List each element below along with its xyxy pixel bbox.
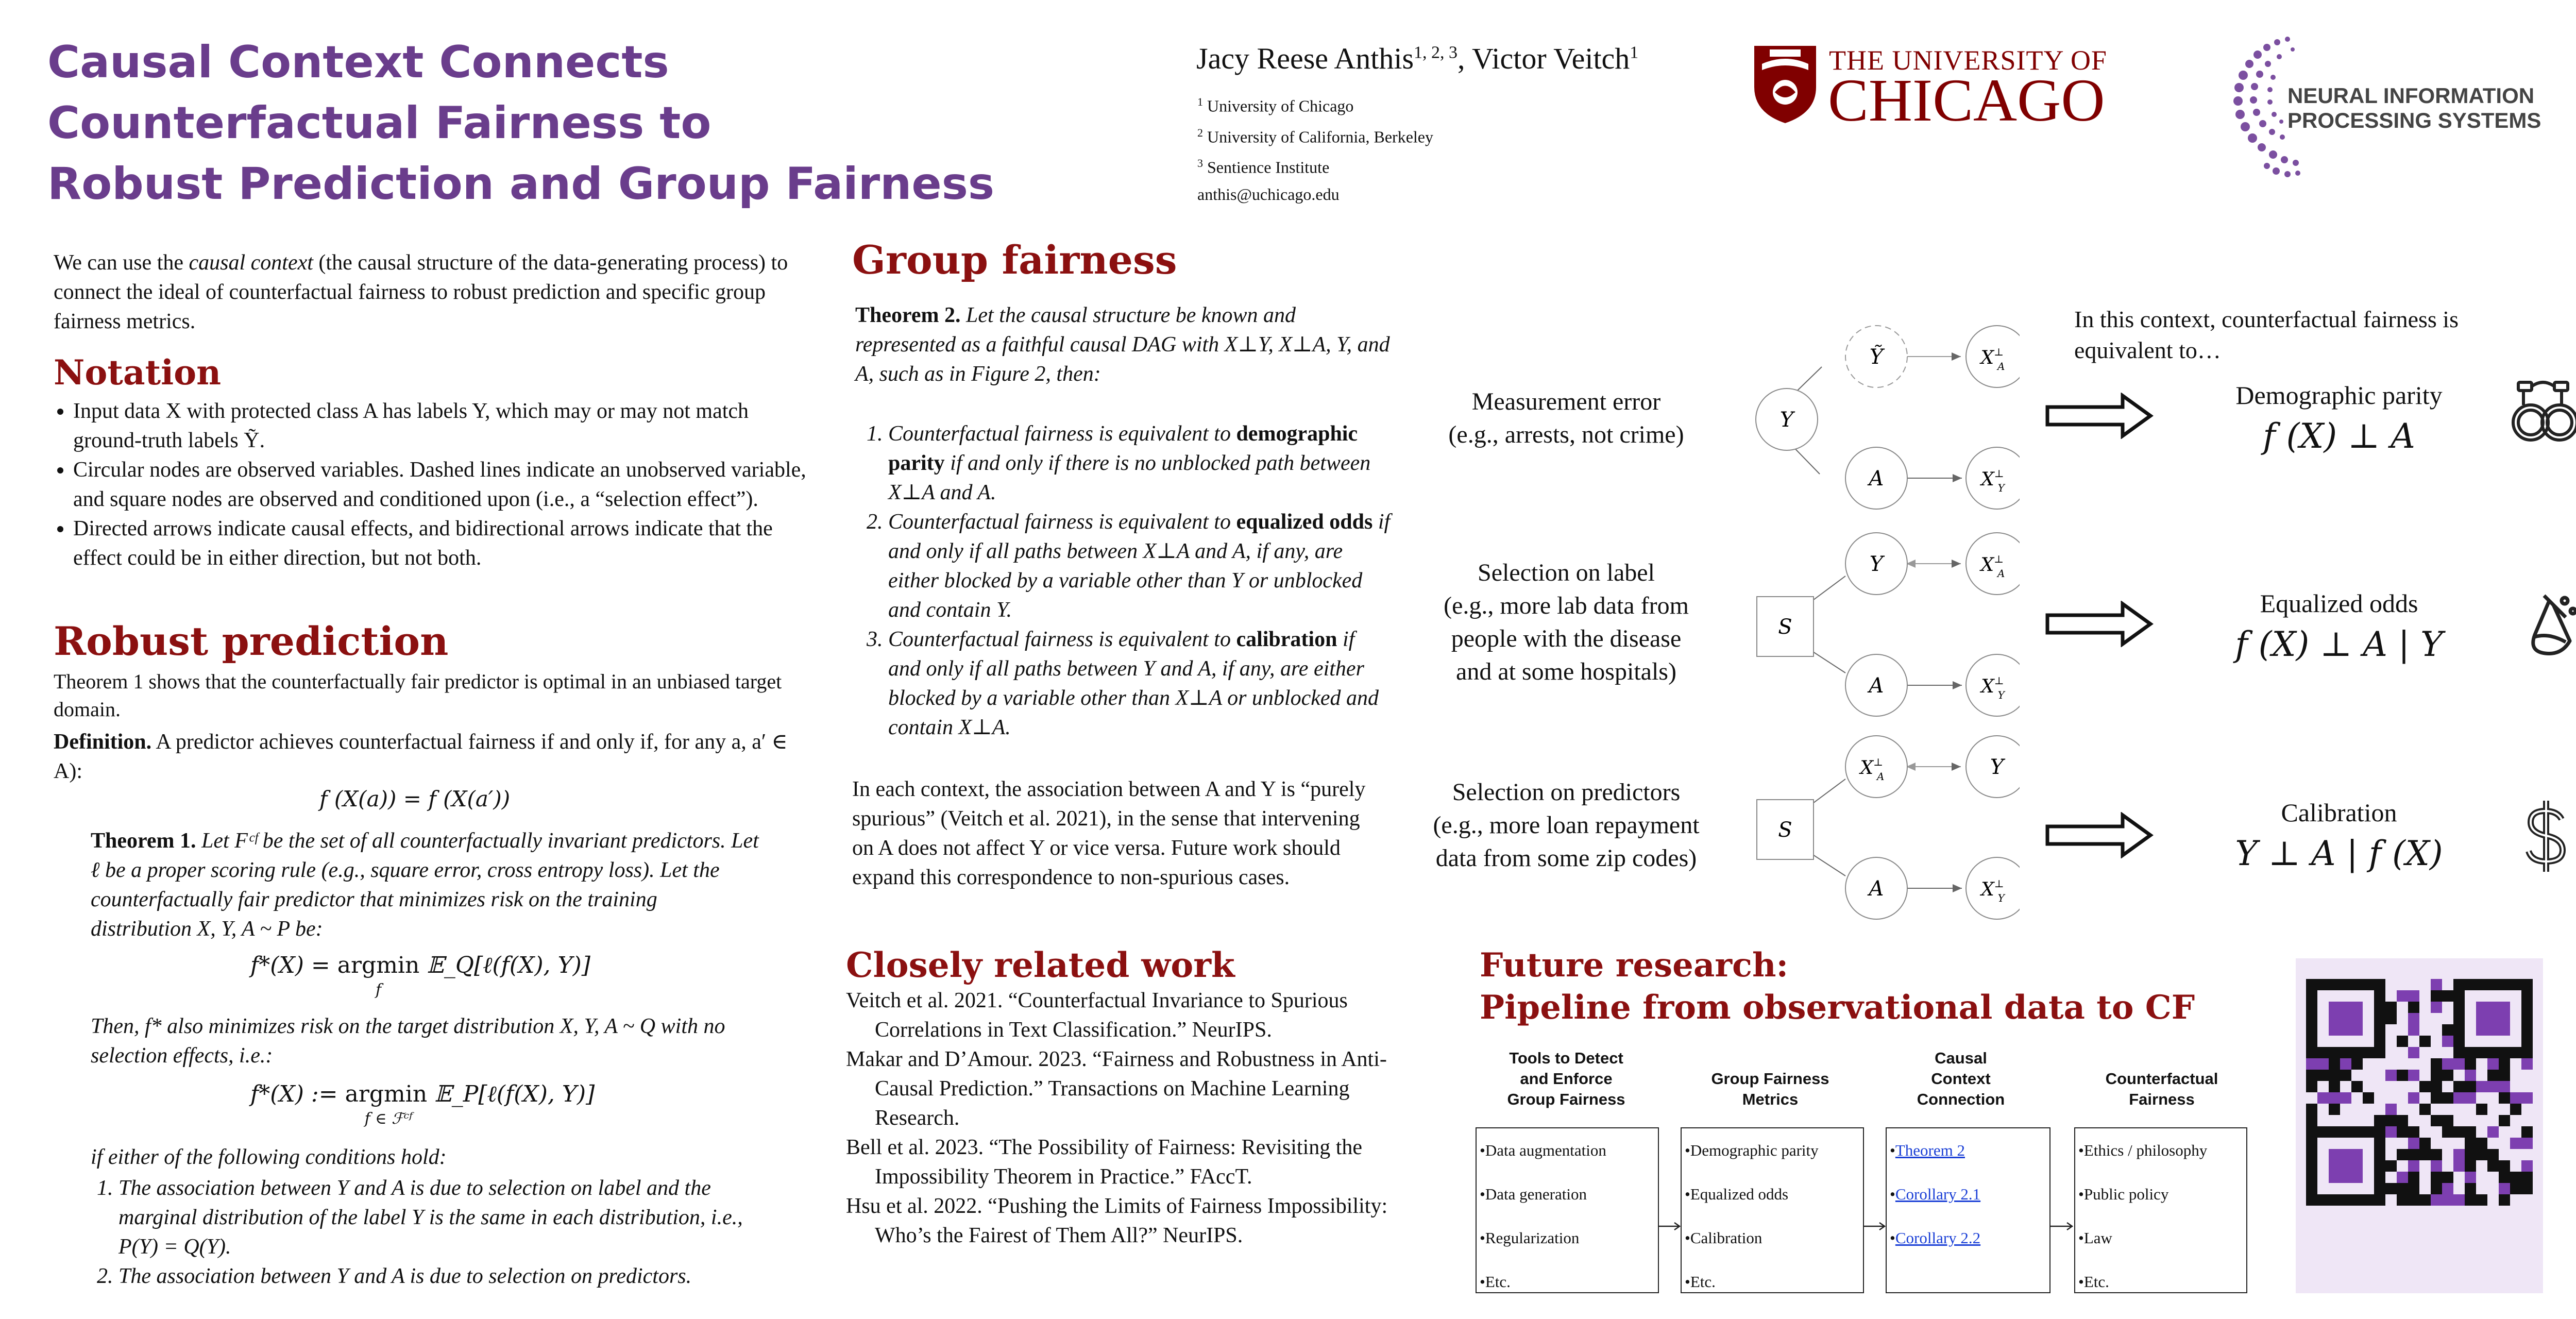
affiliation-list — [1197, 89, 1433, 208]
pipeline-item: •Ethics / philosophy — [2078, 1141, 2208, 1159]
context-label-selection-predictors: Selection on predictors (e.g., more loan repayment data from some zip codes) — [1433, 779, 1700, 872]
author-name: Victor Veitch — [1471, 42, 1630, 75]
arrow-right-icon — [2045, 812, 2154, 858]
theorem-2: Theorem 2. Let the causal structure be known and represented as a faithful causal DAG with X⊥Y, X⊥A, Y, and A, such as in Figure 2, then: — [855, 303, 1390, 386]
pipeline-arrow-icon — [2050, 1221, 2074, 1231]
neurips-line-1: NEURAL INFORMATION — [2287, 83, 2535, 108]
neurips-line-2: PROCESSING SYSTEMS — [2287, 108, 2541, 132]
context-label-measurement: Measurement error (e.g., arrests, not crime) — [1448, 388, 1684, 448]
pipeline-col-head: Causal Context Connection — [1917, 1049, 2005, 1108]
theorem-2-link[interactable]: Theorem 2 — [1895, 1141, 1965, 1159]
future-heading-2: Pipeline from observational data to CF — [1480, 988, 2195, 1027]
pipeline-item: •Corollary 2.2 — [1890, 1229, 1981, 1247]
pipeline-col-head: Group Fairness Metrics — [1711, 1070, 1829, 1108]
conditions-list — [91, 1174, 760, 1291]
pipeline-item: •Data generation — [1480, 1185, 1587, 1203]
future-heading-1: Future research: — [1480, 946, 1789, 985]
neurips-logo — [2226, 34, 2576, 189]
notation-item: • Circular nodes are observed variables. Dashed lines indicate an unobserved variable, and square nodes are observed and conditioned upon (i.e., a “selection effect”). — [73, 455, 821, 514]
pipeline-item: •Etc. — [2078, 1273, 2109, 1291]
theorem-2-list — [855, 419, 1391, 742]
notation-list — [54, 397, 821, 573]
author-email: anthis@uchicago.edu — [1197, 184, 1340, 204]
related-work-list — [846, 986, 1438, 1250]
definition-equation: f (X(a)) = f (X(a′)) — [319, 786, 511, 811]
theorem-1-eq2: f*(X) := argmin f ∈ ℱᶜᶠ 𝔼_P[ℓ(f(X), Y)] — [250, 1081, 595, 1128]
pipeline-item: •Data augmentation — [1480, 1141, 1606, 1159]
theorem-1: Theorem 1. Let Fᶜᶠ be the set of all counterfactually invariant predictors. Let ℓ be a proper scoring rule (e.g., square error, cross entropy loss). Let the counterfactually fair predictor that minimizes risk on the training distribution X, Y, A ~ P be: — [91, 829, 759, 941]
corollary-2-1-link[interactable]: Corollary 2.1 — [1895, 1185, 1981, 1203]
definition: Definition. A predictor achieves counterfactual fairness if and only if, for any a, a′ ∈ A): — [54, 730, 788, 783]
dag-selection-label — [1741, 527, 2020, 717]
author-name: Jacy Reese Anthis — [1196, 42, 1414, 75]
metric-name-equalized-odds: Equalized odds — [2260, 589, 2418, 618]
author-list — [1196, 41, 1638, 76]
pipeline-item: •Demographic parity — [1685, 1141, 1819, 1159]
notation-item: • Input data X with protected class A has labels Y, which may or may not match ground-truth labels Ỹ. — [73, 397, 821, 455]
title-line-1: Causal Context Connects — [47, 37, 669, 88]
condition-item: 2. The association between Y and A is due to selection on predictors. — [118, 1262, 760, 1291]
reference: Veitch et al. 2021. “Counterfactual Invariance to Spurious Correlations in Text Classification.” NeurIPS. — [846, 989, 1348, 1042]
svg-text:X⊥Y: X⊥ Y — [1981, 674, 2005, 701]
node-label: Y — [1990, 755, 2004, 779]
notation-heading: Notation — [54, 352, 222, 393]
affiliation: $^3$ Sentience Institute — [1197, 157, 1330, 177]
handcuffs-icon — [2508, 374, 2576, 451]
pipeline-item: •Calibration — [1685, 1229, 1762, 1247]
theorem-2-item: 3. Counterfactual fairness is equivalent to calibration if and only if all paths between Y and A, if any, are either blocked by a variable other than X⊥A or unblocked and contain X⊥A. — [888, 625, 1391, 742]
pipeline-item: •Regularization — [1480, 1229, 1580, 1247]
pipeline-item: •Theorem 2 — [1890, 1141, 1965, 1159]
uchicago-line-2: CHICAGO — [1828, 66, 2105, 134]
reference: Hsu et al. 2022. “Pushing the Limits of Fairness Impossibility: Who’s the Fairest of Them All?” NeurIPS. — [846, 1194, 1388, 1247]
author-sep: , — [1458, 42, 1472, 75]
metric-formula-demographic-parity: f (X) ⊥ A — [2263, 416, 2415, 456]
related-work-heading: Closely related work — [846, 945, 1235, 985]
robust-intro: Theorem 1 shows that the counterfactually fair predictor is optimal in an unbiased target domain. — [54, 670, 782, 721]
arrow-right-icon — [2045, 393, 2154, 439]
arrow-right-icon — [2045, 601, 2154, 647]
theorem-2-item: 1. Counterfactual fairness is equivalent to demographic parity if and only if there is no unblocked path between X⊥A and A. — [888, 419, 1391, 508]
flask-icon — [2508, 587, 2576, 665]
pipeline-col-head: Counterfactual Fairness — [2105, 1070, 2218, 1108]
pipeline-box-causal — [1886, 1127, 2050, 1293]
group-fairness-heading: Group fairness — [852, 237, 1177, 283]
metric-name-demographic-parity: Demographic parity — [2235, 381, 2443, 410]
pipeline-item: •Equalized odds — [1685, 1185, 1789, 1203]
author-affil-sup: 1, 2, 3 — [1414, 43, 1458, 62]
qr-code[interactable] — [2296, 958, 2543, 1293]
svg-text:X⊥Y: X⊥ Y — [1981, 877, 2005, 904]
affiliation: $^2$ University of California, Berkeley — [1197, 126, 1433, 146]
title-line-2: Counterfactual Fairness to — [47, 97, 711, 149]
svg-text:X⊥A: X⊥ A — [1980, 553, 2005, 580]
pipeline-box-cf — [2074, 1127, 2247, 1293]
node-label: A — [1869, 877, 1884, 901]
pipeline-box-metrics — [1681, 1127, 1864, 1293]
corollary-2-2-link[interactable]: Corollary 2.2 — [1895, 1229, 1981, 1247]
affiliation: $^1$ University of Chicago — [1197, 95, 1354, 115]
poster-title — [47, 32, 1026, 214]
node-label: A — [1869, 674, 1884, 698]
dag-selection-predictors — [1741, 730, 2020, 920]
svg-text:X⊥A: X⊥ A — [1860, 756, 1885, 783]
theorem-1-eq1: f*(X) = argmin f 𝔼_Q[ℓ(f(X), Y)] — [250, 952, 590, 999]
pipeline-col-head: Tools to Detect and Enforce Group Fairness — [1507, 1049, 1625, 1108]
pipeline-item: •Etc. — [1480, 1273, 1511, 1291]
pipeline-box-tools — [1476, 1127, 1659, 1293]
pipeline-item: •Law — [2078, 1229, 2112, 1247]
node-label: S — [1778, 818, 1792, 842]
svg-text:X⊥Y: X⊥ Y — [1981, 467, 2005, 494]
context-label-selection-label: Selection on label (e.g., more lab data from people with the disease and at some hospitals) — [1444, 559, 1689, 685]
theorem-1-then: Then, f* also minimizes risk on the target distribution X, Y, A ~ Q with no selection effects, i.e.: — [91, 1014, 725, 1068]
context-paragraph: In each context, the association between A and Y is “purely spurious” (Veitch et al. 2021), in the sense that intervening on A does not affect Y or vice versa. Future work should expand this correspondence to non-spurious cases. — [852, 777, 1366, 889]
qr-code-icon — [2296, 958, 2543, 1293]
uchicago-line-1: THE UNIVERSITY OF — [1829, 45, 2107, 76]
pipeline — [1473, 1046, 2257, 1293]
node-label: S — [1778, 615, 1792, 639]
title-line-3: Robust Prediction and Group Fairness — [47, 158, 995, 210]
dag-measurement-error — [1741, 319, 2020, 510]
notation-item: • Directed arrows indicate causal effects, and bidirectional arrows indicate that the effect could be in either direction, but not both. — [73, 514, 821, 573]
reference: Makar and D’Amour. 2023. “Fairness and Robustness in Anti-Causal Prediction.” Transactions on Machine Learning Research. — [846, 1047, 1387, 1130]
pipeline-item: •Public policy — [2078, 1185, 2169, 1203]
pipeline-item: •Corollary 2.1 — [1890, 1185, 1981, 1203]
theorem-2-item: 2. Counterfactual fairness is equivalent to equalized odds if and only if all paths between X⊥A and A, if any, are either blocked by a variable other than Y or unblocked and contain Y. — [888, 508, 1391, 625]
metric-name-calibration: Calibration — [2281, 798, 2397, 827]
uchicago-logo — [1752, 43, 2154, 134]
node-label: Y — [1869, 552, 1884, 576]
uchicago-shield-icon — [1752, 43, 1819, 126]
conditions-intro: if either of the following conditions hold: — [91, 1145, 447, 1169]
context-intro: In this context, counterfactual fairness is equivalent to… — [2074, 306, 2459, 363]
pipeline-arrow-icon — [1863, 1221, 1887, 1231]
robust-heading: Robust prediction — [54, 618, 449, 664]
author-affil-sup: 1 — [1630, 43, 1639, 62]
intro-paragraph: We can use the causal context (the causal structure of the data-generating process) to connect the ideal of counterfactual fairness to robust prediction and specific group fairness metrics. — [54, 251, 788, 333]
node-label: A — [1869, 467, 1884, 491]
dollar-icon — [2508, 798, 2576, 875]
pipeline-item: •Etc. — [1685, 1273, 1716, 1291]
reference: Bell et al. 2023. “The Possibility of Fairness: Revisiting the Impossibility Theorem in Practice.” FAccT. — [846, 1136, 1363, 1189]
pipeline-arrow-icon — [1658, 1221, 1682, 1231]
metric-formula-equalized-odds: f (X) ⊥ A | Y — [2235, 624, 2443, 664]
svg-text:X⊥A: X⊥ A — [1980, 346, 2005, 373]
metric-formula-calibration: Y ⊥ A | f (X) — [2235, 834, 2443, 873]
condition-item: 1. The association between Y and A is due to selection on label and the marginal distribution of the label Y is the same in each distribution, i.e., P(Y) = Q(Y). — [118, 1174, 760, 1262]
node-label: Ỹ — [1869, 345, 1884, 369]
node-label: Y — [1780, 408, 1794, 432]
